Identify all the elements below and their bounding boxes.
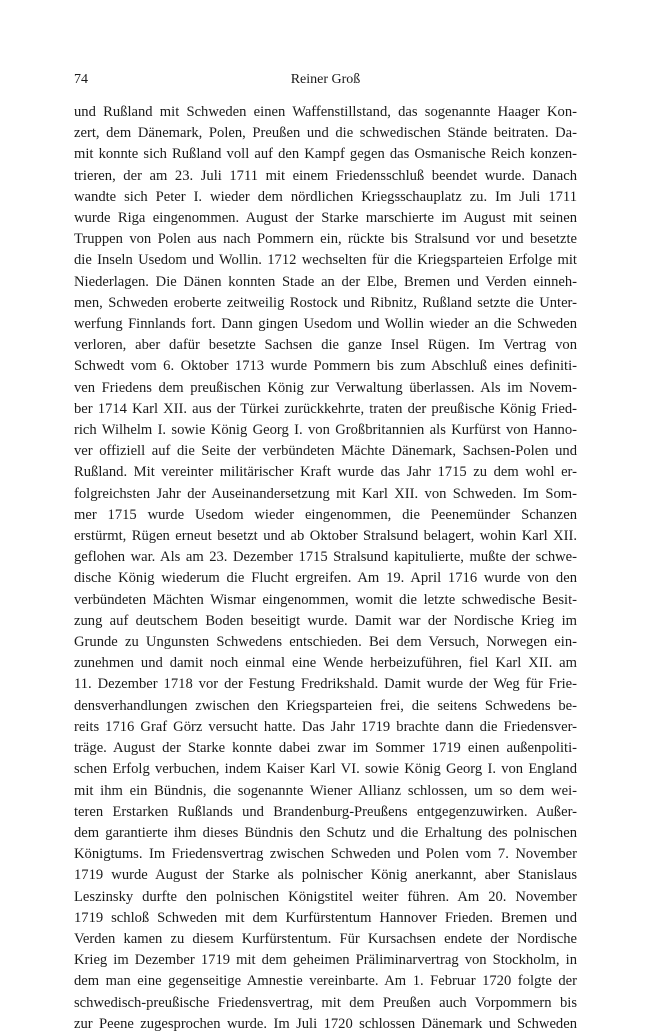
text-line: Grunde zu Ungunsten Schwedens entschieden. Bei dem Versuch, Norwegen ein- (74, 634, 577, 651)
text-line: dische König wiederum die Flucht ergreifen. Am 19. April 1716 wurde von den (74, 570, 577, 587)
text-line: geflohen war. Als am 23. Dezember 1715 Stralsund kapitulierte, mußte der schwe- (74, 549, 577, 566)
text-line: wurde Riga eingenommen. August der Starke marschierte im August mit seinen (74, 210, 577, 227)
text-line: mer 1715 wurde Usedom wieder eingenommen, die Peenemünder Schanzen (74, 506, 577, 523)
text-line: zunehmen und damit noch einmal eine Wende herbeizuführen, fiel Karl XII. am (74, 655, 577, 672)
text-line: mit ihm ein Bündnis, die sogenannte Wiener Allianz schlossen, um so dem wei- (74, 782, 577, 799)
text-line: wandte sich Peter I. wieder dem nördlichen Kriegsschauplatz zu. Im Juli 1711 (74, 188, 577, 205)
text-line: Rußland. Mit vereinter militärischer Kraft wurde das Jahr 1715 zu dem wohl er- (74, 464, 577, 481)
text-line: Krieg im Dezember 1719 mit dem geheimen Präliminarvertrag von Stockholm, in (74, 952, 577, 969)
text-line: folgreichsten Jahr der Auseinandersetzung mit Karl XII. von Schweden. Im Som- (74, 485, 577, 502)
text-line: 11. Dezember 1718 vor der Festung Fredrikshald. Damit wurde der Weg für Frie- (74, 676, 577, 693)
page-number: 74 (74, 72, 88, 87)
text-line: Truppen von Polen aus nach Pommern ein, rückte bis Stralsund vor und besetzte (74, 231, 577, 248)
text-line: zung auf deutschem Boden beseitigt wurde. Damit war der Nordische Krieg im (74, 612, 577, 629)
text-line: Verden kamen zu diesem Kurfürstentum. Für Kursachsen endete der Nordische (74, 930, 577, 947)
text-line: men, Schweden eroberte zeitweilig Rostock und Ribnitz, Rußland setzte die Unter- (74, 294, 577, 311)
text-line: ven Friedens dem preußischen König zur Verwaltung überlassen. Als im Novem- (74, 379, 577, 396)
page-header (74, 70, 577, 90)
text-line: erstürmt, Rügen erneut besetzt und ab Oktober Stralsund belagert, wohin Karl XII. (74, 528, 577, 545)
text-line: dem man eine gegenseitige Amnestie vereinbarte. Am 1. Februar 1720 folgte der (74, 973, 577, 990)
text-line: densverhandlungen zwischen den Kriegsparteien frei, die seitens Schwedens be- (74, 697, 577, 714)
text-line: zert, dem Dänemark, Polen, Preußen und die schwedischen Stände beitraten. Da- (74, 125, 577, 142)
text-line: verloren, aber dafür besetzte Sachsen die ganze Insel Rügen. Im Vertrag von (74, 337, 577, 354)
text-line: rich Wilhelm I. sowie König Georg I. von Großbritannien als Kurfürst von Hanno- (74, 422, 577, 439)
text-line: schwedisch-preußische Friedensvertrag, mit dem Preußen auch Vorpommern bis (74, 994, 577, 1011)
text-line: 1719 wurde August der Starke als polnischer König anerkannt, aber Stanislaus (74, 867, 577, 884)
text-line: reits 1716 Graf Görz versucht hatte. Das Jahr 1719 brachte dann die Friedensver- (74, 718, 577, 735)
text-line: mit konnte sich Rußland voll auf den Kampf gegen das Osmanische Reich konzen- (74, 146, 577, 163)
text-line: verbündeten Mächten Wismar eingenommen, womit die letzte schwedische Besit- (74, 591, 577, 608)
text-line: Schwedt vom 6. Oktober 1713 wurde Pommern bis zum Abschluß eines definiti- (74, 358, 577, 375)
text-line: schen Erfolg verbuchen, indem Kaiser Karl VI. sowie König Georg I. von England (74, 761, 577, 778)
text-line: Niederlagen. Die Dänen konnten Stade an der Elbe, Bremen und Verden einneh- (74, 273, 577, 290)
text-line: und Rußland mit Schweden einen Waffenstillstand, das sogenannte Haager Kon- (74, 104, 577, 120)
text-line: Königtums. Im Friedensvertrag zwischen Schweden und Polen vom 7. November (74, 846, 577, 863)
text-line: ver offiziell auf die Seite der verbündeten Mächte Dänemark, Sachsen-Polen und (74, 443, 577, 460)
text-line: die Inseln Usedom und Wollin. 1712 wechselten für die Kriegsparteien Erfolge mit (74, 252, 577, 269)
text-line: zur Peene zugesprochen wurde. Im Juli 1720 schlossen Dänemark und Schweden (74, 1015, 577, 1032)
text-line: trieren, der am 23. Juli 1711 mit einem Friedensschluß beendet wurde. Danach (74, 167, 577, 184)
text-line: teren Erstarken Rußlands und Brandenburg-Preußens entgegenzuwirken. Außer- (74, 803, 577, 820)
running-head: Reiner Groß (290, 72, 361, 87)
text-line: dem garantierte ihm dieses Bündnis den Schutz und die Erhaltung des polnischen (74, 824, 577, 841)
book-page (74, 70, 577, 1035)
text-line: Leszinsky durfte den polnischen Königstitel weiter führen. Am 20. November (74, 888, 577, 905)
text-line: 1719 schloß Schweden mit dem Kurfürstentum Hannover Frieden. Bremen und (74, 909, 577, 926)
text-line: ber 1714 Karl XII. aus der Türkei zurückkehrte, traten der preußische König Fried- (74, 400, 577, 417)
body-paragraph (74, 102, 577, 1035)
text-line: träge. August der Starke konnte dabei zwar im Sommer 1719 einen außenpoliti- (74, 740, 577, 757)
text-line: werfung Finnlands fort. Dann gingen Usedom und Wollin wieder an die Schweden (74, 316, 577, 333)
